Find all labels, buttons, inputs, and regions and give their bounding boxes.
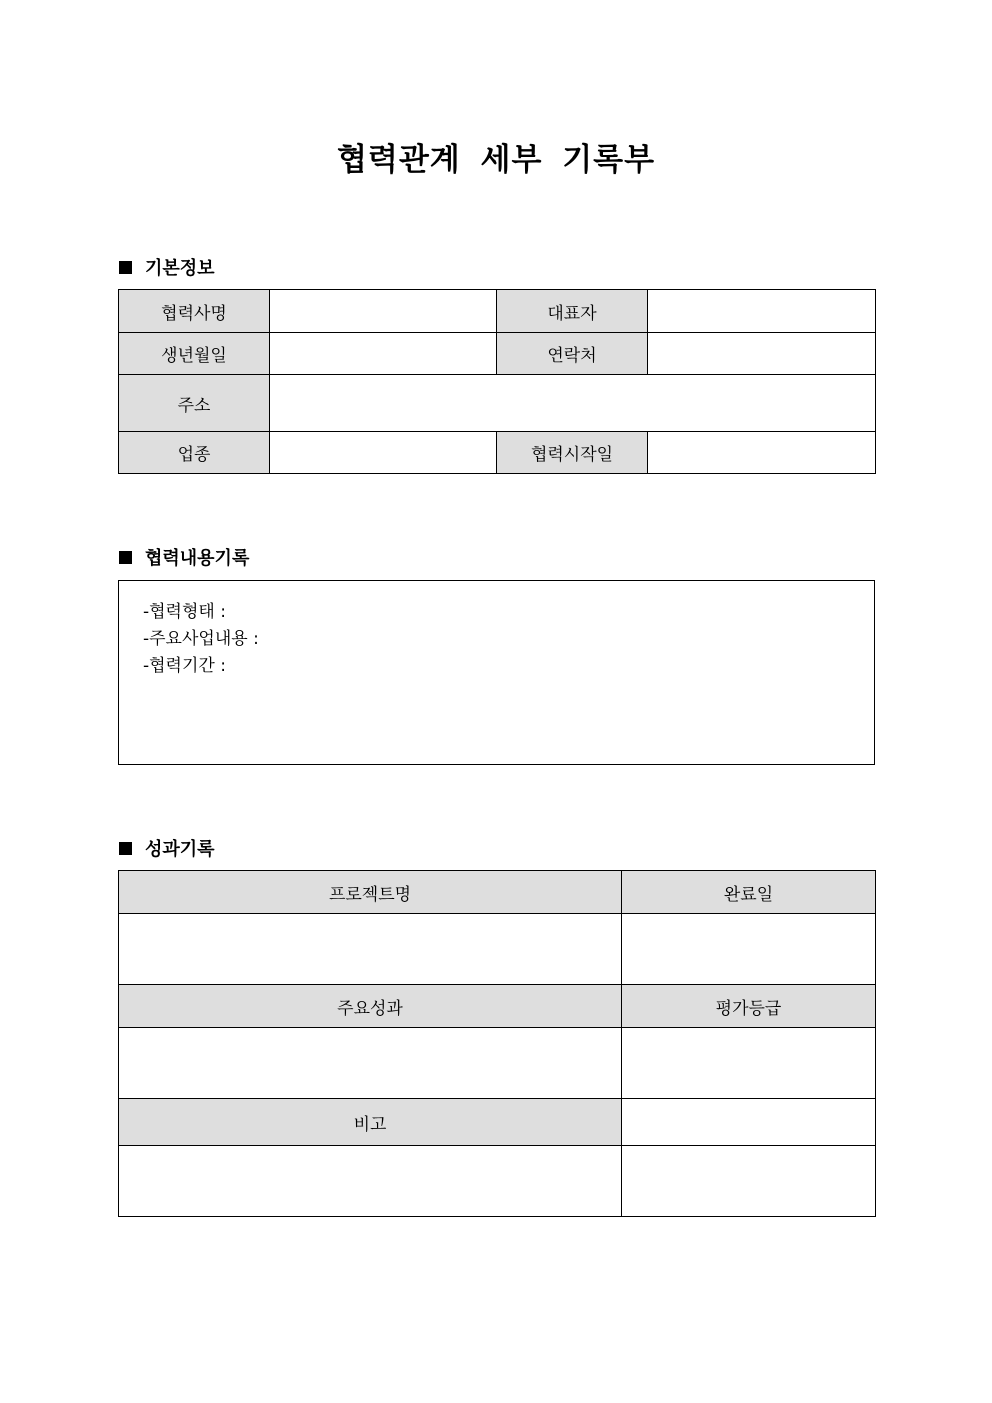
start-date-label: 협력시작일 [497,432,648,474]
cooperation-content-box[interactable] [118,580,875,765]
basic-info-heading [119,254,215,280]
remarks-side-field[interactable] [622,1099,876,1146]
address-label: 주소 [119,375,270,432]
cooperation-heading-label: 협력내용기록 [145,548,250,569]
basic-info-table [118,289,876,474]
remarks-extra-field[interactable] [622,1146,876,1217]
completion-date-label: 완료일 [622,871,876,914]
square-bullet-icon [119,261,132,274]
results-heading-label: 성과기록 [145,839,215,860]
project-name-label: 프로젝트명 [119,871,622,914]
representative-label: 대표자 [497,290,648,333]
project-name-field[interactable] [119,914,622,985]
birth-date-label: 생년월일 [119,333,270,375]
grade-label: 평가등급 [622,985,876,1028]
industry-field[interactable] [270,432,497,474]
remarks-field[interactable] [119,1146,622,1217]
square-bullet-icon [119,842,132,855]
address-field[interactable] [270,375,876,432]
contact-label: 연락처 [497,333,648,375]
remarks-label: 비고 [119,1099,622,1146]
page-title: 협력관계 세부 기록부 [336,142,656,178]
completion-date-field[interactable] [622,914,876,985]
cooperation-type-line: -협력형태 : [143,602,226,622]
start-date-field[interactable] [648,432,876,474]
key-results-label: 주요성과 [119,985,622,1028]
contact-field[interactable] [648,333,876,375]
birth-date-field[interactable] [270,333,497,375]
grade-field[interactable] [622,1028,876,1099]
main-business-line: -주요사업내용 : [143,629,259,649]
results-heading [119,835,215,861]
results-table [118,870,876,1217]
basic-info-heading-label: 기본정보 [145,258,215,279]
cooperation-heading [119,544,249,570]
key-results-field[interactable] [119,1028,622,1099]
representative-field[interactable] [648,290,876,333]
partner-name-field[interactable] [270,290,497,333]
partner-name-label: 협력사명 [119,290,270,333]
cooperation-period-line: -협력기간 : [143,656,226,676]
industry-label: 업종 [119,432,270,474]
square-bullet-icon [119,551,132,564]
